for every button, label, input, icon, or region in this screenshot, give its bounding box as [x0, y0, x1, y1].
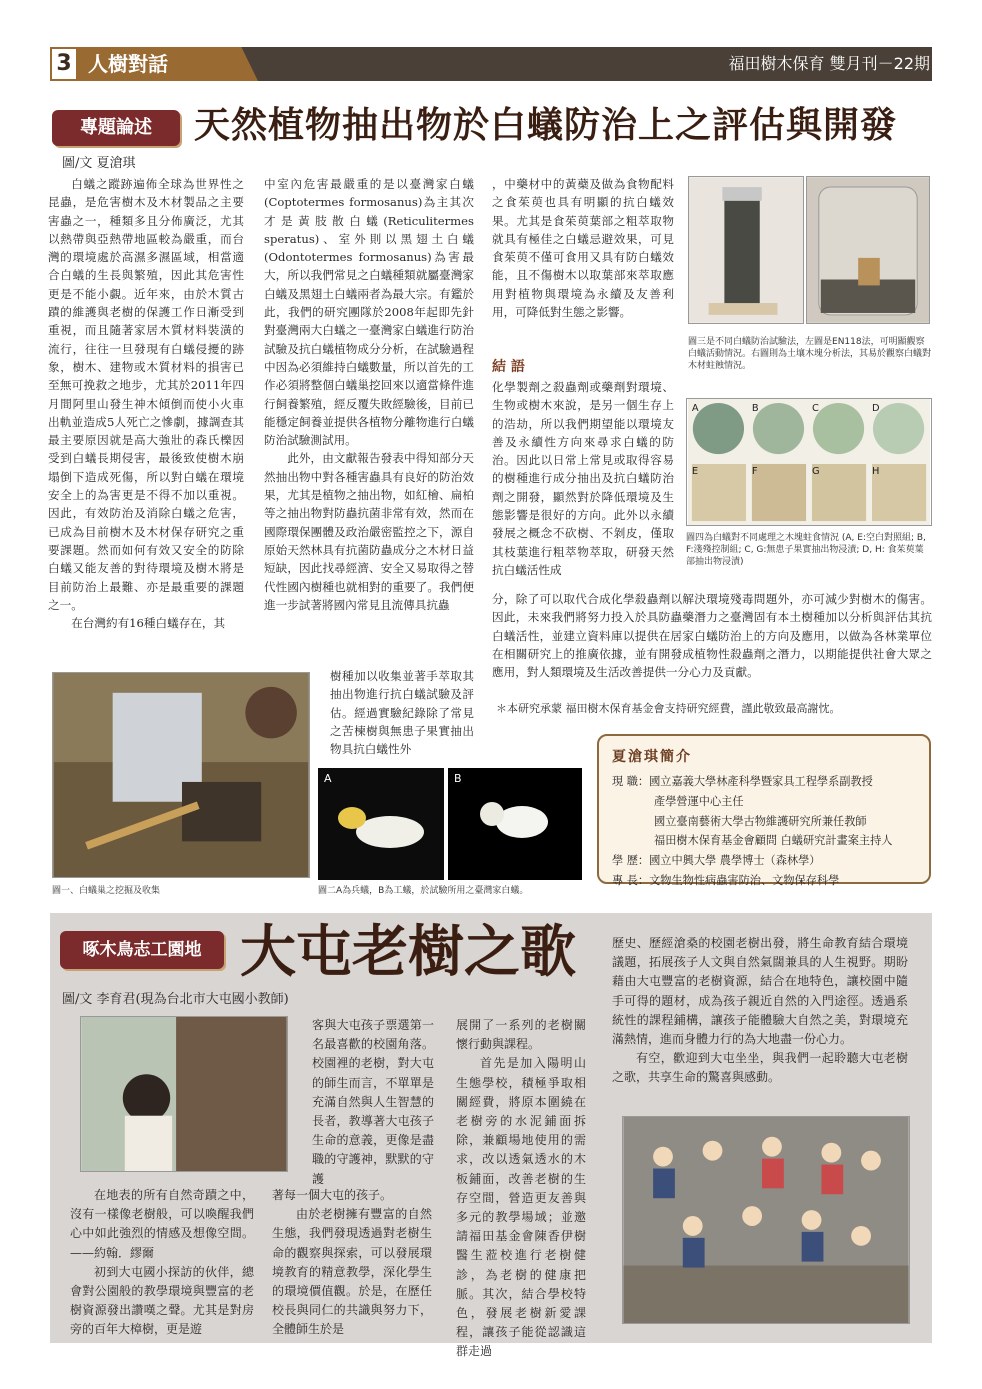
fig2b-worker-termite-photo — [448, 768, 582, 880]
paragraph: 展開了一系列的老樹關懷行動與課程。 — [456, 1018, 586, 1052]
fig4-label: C — [811, 402, 819, 414]
paragraph: 歷史、歷經滄桑的校園老樹出發，將生命教育結合環境議題，拓展孩子人文與自然氣闊兼具的人生視野。期盼藉由大屯豐富的老樹資源，結合在地特色，讓校園中隨手可得的題材，成為孩子親近自然的入門途徑。透過系統性的課程鋪構，讓孩子能體驗大自然之美，對環境充滿熱情，進而身體力行的為大地盡一份心力。 — [612, 936, 908, 1047]
fig4-label: A — [691, 402, 699, 414]
fig4-caption: 圖四為白蟻對不同處理之木塊蛀食情況 (A, E:空白對照組; B, F:淺殘控制組; C, G:無患子果實抽出物浸漬; D, H: 食茱萸葉部抽出物浸漬) — [686, 533, 926, 567]
author-bio-heading: 夏滄琪簡介 — [612, 749, 692, 765]
bio-line: 產學營運中心主任 — [654, 794, 744, 808]
bio-line: 學 歷：國立中興大學 農學博士（森林學） — [612, 854, 821, 868]
conclusion-wide-text — [492, 590, 932, 708]
article2-column-4 — [612, 934, 908, 1104]
fig2-label: B — [454, 772, 462, 785]
fig4-label: B — [751, 402, 759, 414]
paragraph: 初到大屯國小探訪的伙伴，總會對公園般的教學環境與豐富的老樹資源發出讚嘆之聲。尤其是對房旁的百年大樟樹，更是遊 — [70, 1264, 254, 1337]
paragraph: 樹種加以收集並著手萃取其抽出物進行抗白蟻試驗及評估。經過實驗紀錄除了常見之苦楝樹與無患子果實抽出物具抗白蟻性外 — [330, 669, 474, 757]
article-title: 天然植物抽出物於白蟻防治上之評估與開發 — [194, 105, 898, 146]
fig4-label: E — [691, 465, 699, 477]
article2-column-1 — [312, 1016, 434, 1202]
fig1-digging-photo — [52, 672, 310, 878]
fig3-caption: 圖三是不同白蟻防治試驗法，左圖是EN118法，可明顯觀察白蟻活動情況。右圖則為土壤木塊分析法，其易於觀察白蟻對木材蛀蝕情況。 — [688, 337, 932, 371]
section-title: 人樹對話 — [88, 52, 168, 76]
fig3-tube-photo — [688, 176, 804, 324]
paragraph: 首先是加入陽明山生態學校，積極爭取相關經費，將原本圍繞在老樹旁的水泥鋪面拆除，兼顧場地使用的需求，改以透氣透水的木板鋪面，改善老樹的生存空間，營造更友善與多元的教學場域；並邀請福田基金會陳香伊樹醫生蒞校進行老樹健診，為老樹的健康把脈。其次，結合學校特色，發展老樹新愛課程，讓孩子能從認識這群走過 — [456, 1056, 586, 1359]
fig2-caption: 圖二A為兵蟻，B為工蟻，於試驗所用之臺灣家白蟻。 — [318, 886, 529, 896]
paragraph: 客與大屯孩子票選第一名最喜歡的校園角落。校園裡的老樹，對大屯的師生而言，不單單是充滿自然與人生智慧的長者，教導著大屯孩子生命的意義，更像是盡職的守護神，默默的守護 — [312, 1018, 434, 1186]
fig2-label: A — [324, 772, 332, 785]
fig2a-soldier-termite-photo — [318, 768, 444, 880]
bio-line: 專 長：文物生物性病蟲害防治、文物保存科學 — [612, 873, 840, 887]
fig1-caption: 圖一、白蟻巢之挖掘及收集 — [52, 886, 161, 896]
fig4-label: H — [872, 465, 880, 477]
paragraph: 白蟻之蹤跡遍佈全球為世界性之昆蟲，是危害樹木及木材製品之主要害蟲之一，種類多且分佈廣泛，尤其以熱帶與亞熱帶地區較為嚴重，而台灣的環境處於高濕多濕區域，相當適合白蟻的生長與繁殖，因此其危害性更是不能小覷。近年來，由於木質古蹟的維護與老樹的保護工作日漸受到重視，而且隨著家居木質材料裝潢的流行，往往一旦發現有白蟻侵擾的跡象，樹木、建物或木質材料的損害已至無可挽救之地步，尤其於2011年四月間阿里山發生神木傾倒而使小火車出軌並造成5人死亡之慘劇，據調查其最主要原因就是高大強壯的森氏櫟因受到白蟻長期侵害，最後致使樹木崩塌倒下造成死傷，所以對白蟻在環境安全上的為害更是不得不加以重視。因此，有效防治及消除白蟻之危害，已成為目前樹木及木材保存研究之重要課題。然而如何有效又安全的防除白蟻又能友善的對待環境及樹木將是目前防治上最難、亦是最重要的課題之一。 — [48, 177, 244, 612]
article-column-1 — [48, 175, 244, 665]
article-column-2-continued — [330, 667, 474, 759]
fig3-jar-photo — [806, 176, 930, 324]
paragraph: 在台灣約有16種白蟻存在，其 — [71, 616, 226, 631]
paragraph: 此外，由文獻報告發表中得知部分天然抽出物中對各種害蟲具有良好的防治效果，尤其是植物之抽出物，如紅檜、扁柏等之抽出物對防蟲抗菌非常有效，然而在國際環保團體及政治嚴密監控之下，源自原始天然林具有抗菌防蟲成分之木材日益短缺，因此找尋經濟、安全又易取得之替代性國內樹種也就相對的重要了。我們便進一步試著將國內常見且流傳具抗蟲 — [264, 451, 474, 612]
paragraph: 由於老樹擁有豐富的自然生態，我們發現透過對老樹生命的觀察與探索，可以發展環境教育的精意教學，深化學生的環境價值觀。於是，在歷任校長與同仁的共識與努力下，全體師生於是 — [272, 1207, 432, 1337]
article-column-2 — [264, 175, 474, 665]
fig4-label: G — [811, 465, 820, 477]
article2-tag: 啄木鳥志工園地 — [60, 931, 224, 969]
article2-column-2 — [272, 1186, 432, 1336]
children-group-photo — [622, 1116, 910, 1324]
paragraph: 化學製劑之殺蟲劑或藥劑對環境、生物或樹木來說，是另一個生存上的浩劫，所以我們期望能以環境友善及永續性方向來尋求白蟻的防治。因此以日常上常見或取得容易的樹種進行成分抽出及抗白蟻防治劑之開發，顯然對於降低環境及生態影響是很好的方向。此外以永續發展之概念不砍樹、不剝皮，僅取其枝葉進行粗萃物萃取，研發天然抗白蟻活性成 — [492, 380, 674, 577]
article2-column-3 — [456, 1016, 586, 1359]
paragraph: 著每一個大屯的孩子。 — [272, 1188, 393, 1202]
paragraph: 有空，歡迎到大屯坐坐，與我們一起聆聽大屯老樹之歌，共享生命的驚喜與感動。 — [612, 1051, 908, 1085]
bio-line: 國立臺南藝術大學古物維護研究所兼任教師 — [654, 814, 867, 828]
bio-line: 福田樹木保育基金會顧問 白蟻研究計畫案主持人 — [654, 834, 893, 848]
paragraph: 中室內危害最嚴重的是以臺灣家白蟻(Coptotermes formosanus)為主其次才是黃肢散白蟻(Reticulitermes speratus)、室外則以黑翅土白蟻(Odontotermes formosanus)為害最大，所以我們常見之白蟻種類就屬臺灣家白蟻及黑翅土白蟻兩者為最大宗。有鑑於此，我們的研究團隊於2008年起即先針對臺灣兩大白蟻之一臺灣家白蟻進行防治試驗及抗白蟻植物成分分析，在試驗過程中因為必須維持白蟻數量，所以首先的工作必須將整個白蟻巢挖回來以適當條件進行飼養繁殖，經反覆失敗經驗後，目前已能穩定飼養並提供各植物分離物進行白蟻防治試驗測試用。 — [264, 177, 474, 448]
fig4-label: D — [872, 402, 880, 414]
fig4-photo-grid — [686, 398, 932, 526]
quote: 在地表的所有自然奇蹟之中，沒有一樣像老樹般，可以喚醒我們心中如此強烈的情感及想像空間。——約翰．繆爾 — [70, 1188, 254, 1260]
article2-author: 圖/文 李育君(現為台北市大屯國小教師) — [62, 992, 289, 1007]
publication-title: 福田樹木保育 雙月刊－22期 — [728, 54, 930, 73]
paragraph: 分，除了可以取代合成化學殺蟲劑以解決環境殘毒問題外，亦可減少對樹木的傷害。因此，未來我們將努力投入於具防蟲藥潛力之臺灣固有本土樹種加以分析與評估其抗白蟻活性，並建立資料庫以提供在居家白蟻防治上的方向及應用，以做為各林業單位在相關研究上的推廣依據，並有開發成植物性殺蟲劑之潛力，以期能提供社會大眾之應用，對人類環境及生活改善提供一分心力及貢獻。 — [492, 592, 932, 680]
author-bio-list — [612, 772, 928, 891]
paragraph: ，中藥材中的黃蘗及做為食物配料之食茱萸也具有明顯的抗白蟻效果。尤其是食茱萸葉部之粗萃取物就具有極佳之白蟻忌避效果，可見食茱萸不僅可食用又具有防白蟻效能，且不傷樹木以取葉部來萃取應用對植物與環境為永續及友善利用，可降低對生態之影響。 — [492, 177, 674, 320]
article2-column-1b — [70, 1186, 254, 1336]
bio-line: 現 職：國立嘉義大學林產科學暨家具工程學系副教授 — [612, 775, 873, 788]
page-number: 3 — [52, 49, 76, 79]
article-author: 圖/文 夏滄琪 — [62, 156, 136, 171]
article-tag: 專題論述 — [52, 110, 180, 146]
fig4-label: F — [751, 465, 758, 477]
conclusion-text — [492, 378, 674, 593]
conclusion-heading: 結 語 — [492, 359, 525, 375]
article2-title: 大屯老樹之歌 — [240, 920, 576, 985]
acknowledgement-note: ＊本研究承蒙 福田樹木保育基金會支持研究經費，謹此敬致最高謝忱。 — [496, 702, 841, 715]
article-column-3 — [492, 175, 674, 345]
tree-hug-photo — [80, 1016, 288, 1172]
